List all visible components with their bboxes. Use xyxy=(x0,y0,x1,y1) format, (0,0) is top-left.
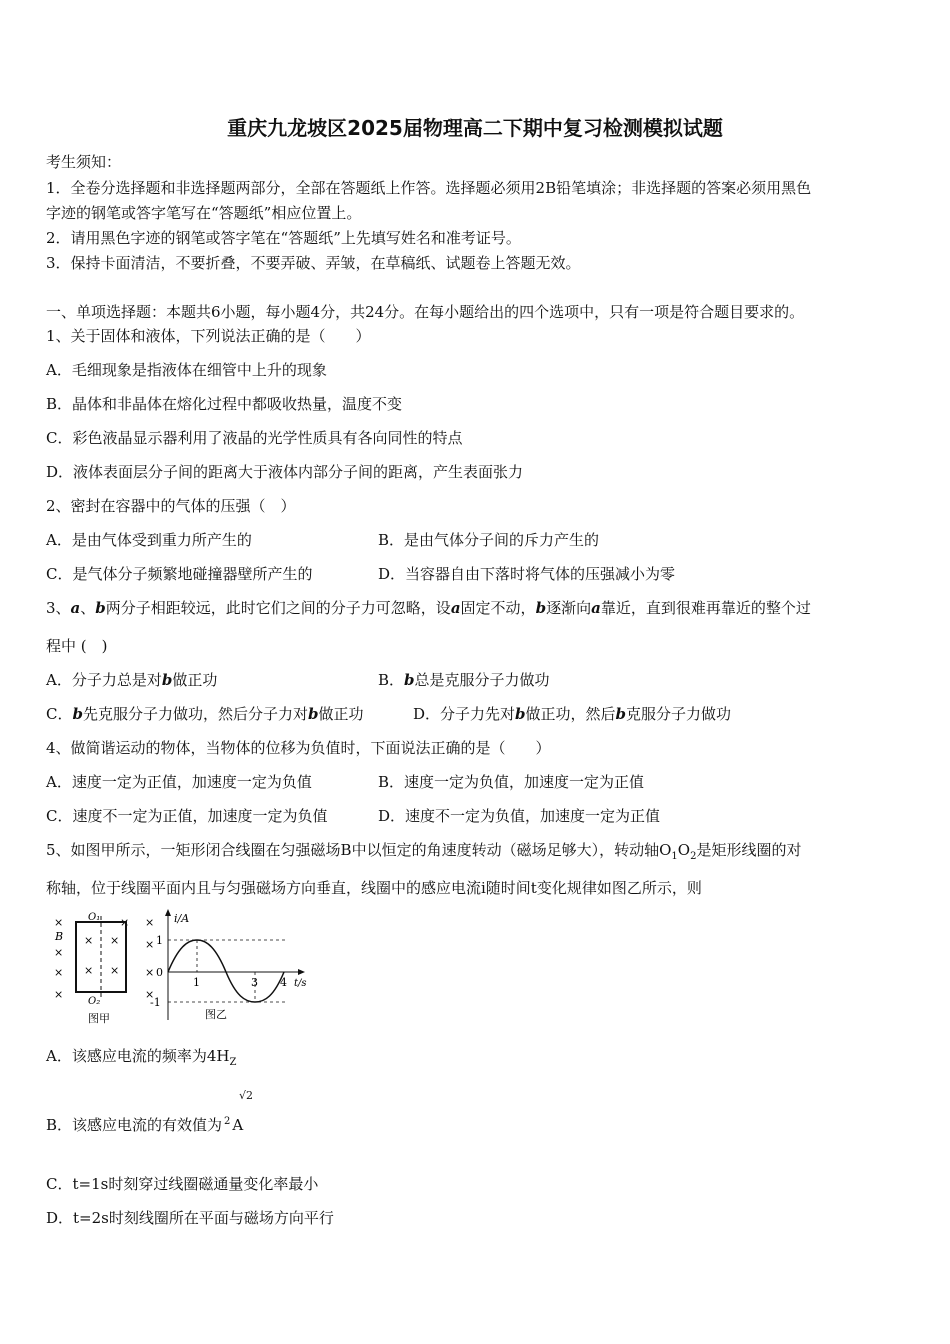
y-axis-arrow xyxy=(165,909,171,916)
q4-option-a: A．速度一定为正值，加速度一定为负值 xyxy=(46,773,312,791)
figure-yi xyxy=(150,909,307,1021)
figure-jia-caption: 图甲 xyxy=(88,1012,110,1025)
y-axis-label: i/A xyxy=(174,912,190,925)
q3-stem-line1: 3、a、b两分子相距较远，此时它们之间的分子力可忽略，设a固定不动，b逐渐向a靠近，直到很难再靠近的整个过 xyxy=(46,599,811,617)
q5-figure xyxy=(50,908,320,1028)
q1-option-c: C．彩色液晶显示器利用了液晶的光学性质具有各向同性的特点 xyxy=(46,429,463,447)
q4-option-d: D．速度不一定为负值，加速度一定为正值 xyxy=(378,807,661,825)
b-field-label: B xyxy=(55,930,64,943)
y-tick-neg1: -1 xyxy=(150,996,161,1009)
x-tick-4: 4 xyxy=(280,976,287,989)
q4-option-b: B．速度一定为负值，加速度一定为正值 xyxy=(378,773,645,791)
q1-option-a: A．毛细现象是指液体在细管中上升的现象 xyxy=(46,361,327,379)
q5-stem-line2: 称轴，位于线圈平面内且与匀强磁场方向垂直，线圈中的感应电流i随时间t变化规律如图乙所示，则 xyxy=(46,879,702,897)
q2-option-d: D．当容器自由下落时将气体的压强减小为零 xyxy=(378,565,676,583)
current-curve xyxy=(168,940,284,1002)
q2-stem: 2、密封在容器中的气体的压强（ ） xyxy=(46,497,296,515)
notice-item-1a: 1．全卷分选择题和非选择题两部分，全部在答题纸上作答。选择题必须用2B铅笔填涂；非选择题的答案必须用黑色 xyxy=(46,179,812,197)
o2-label: O₂ xyxy=(88,996,101,1007)
notice-item-2: 2．请用黑色字迹的钢笔或答字笔在“答题纸”上先填写姓名和准考证号。 xyxy=(46,229,521,247)
q2-option-c: C．是气体分子频繁地碰撞器壁所产生的 xyxy=(46,565,313,583)
q4-stem: 4、做简谐运动的物体，当物体的位移为负值时，下面说法正确的是（ ） xyxy=(46,739,551,757)
frac-denominator: 2 xyxy=(224,1116,231,1127)
cross-mark: × xyxy=(54,988,64,1001)
cross-mark: × xyxy=(84,964,94,977)
notice-item-1b: 字迹的钢笔或答字笔写在“答题纸”相应位置上。 xyxy=(46,204,362,222)
cross-mark: × xyxy=(110,934,120,947)
q3-option-c: C．b先克服分子力做功，然后分子力对b做正功 xyxy=(46,705,364,723)
q5-option-c: C．t=1s时刻穿过线圈磁通量变化率最小 xyxy=(46,1175,319,1193)
q5-stem-line1: 5、如图甲所示，一矩形闭合线圈在匀强磁场B中以恒定的角速度转动（磁场足够大），转动轴$O_1O_2$是矩形线圈的对 xyxy=(46,841,802,862)
x-axis-arrow xyxy=(298,969,305,975)
q5-option-b: B．该感应电流的有效值为 $^2$ A xyxy=(46,1116,244,1134)
cross-mark: × xyxy=(110,964,120,977)
x-tick-1: 1 xyxy=(193,976,200,989)
q1-option-d: D．液体表面层分子间的距离大于液体内部分子间的距离，产生表面张力 xyxy=(46,463,524,481)
q1-option-b: B．晶体和非晶体在熔化过程中都吸收热量，温度不变 xyxy=(46,395,403,413)
figure-yi-caption: 图乙 xyxy=(205,1008,227,1021)
q4-option-c: C．速度不一定为正值，加速度一定为负值 xyxy=(46,807,328,825)
x-tick-3: 3 xyxy=(251,976,258,989)
y-tick-0: 0 xyxy=(156,966,163,979)
cross-mark: × xyxy=(145,916,155,929)
cross-mark: × xyxy=(145,966,155,979)
cross-mark: × xyxy=(84,934,94,947)
frac-numerator: √2 xyxy=(239,1089,254,1102)
cross-mark: × xyxy=(54,946,64,959)
notice-item-3: 3．保持卡面清洁，不要折叠，不要弄破、弄皱，在草稿纸、试题卷上答题无效。 xyxy=(46,254,581,272)
q2-option-b: B．是由气体分子间的斥力产生的 xyxy=(378,531,600,549)
q3-option-d: D．分子力先对b做正功，然后b克服分子力做功 xyxy=(413,705,732,723)
q3-option-b: B．b总是克服分子力做功 xyxy=(378,671,550,689)
q5-option-a: A．该感应电流的频率为$4H_Z$ xyxy=(46,1047,237,1068)
y-tick-1: 1 xyxy=(156,934,163,947)
section-heading: 一、单项选择题：本题共6小题，每小题4分，共24分。在每小题给出的四个选项中，只有一项是符合题目要求的。 xyxy=(46,303,805,321)
q5-option-d: D．t=2s时刻线圈所在平面与磁场方向平行 xyxy=(46,1209,334,1227)
page-title: 重庆九龙坡区2025届物理高二下期中复习检测模拟试题 xyxy=(227,116,723,140)
cross-mark: × xyxy=(54,966,64,979)
q3-stem-line2: 程中 ( ) xyxy=(46,637,108,655)
figure-jia xyxy=(54,912,154,1025)
q3-option-a: A．分子力总是对b做正功 xyxy=(46,671,218,689)
cross-mark: × xyxy=(145,988,155,1001)
cross-mark: × xyxy=(54,916,64,929)
cross-mark: × xyxy=(120,916,130,929)
x-axis-label: t/s xyxy=(294,978,307,989)
notice-heading: 考生须知： xyxy=(46,153,122,171)
o1-label: O₁ xyxy=(88,912,101,923)
q2-option-a: A．是由气体受到重力所产生的 xyxy=(46,531,252,549)
q1-stem: 1、关于固体和液体，下列说法正确的是（ ） xyxy=(46,327,371,345)
cross-mark: × xyxy=(145,938,155,951)
